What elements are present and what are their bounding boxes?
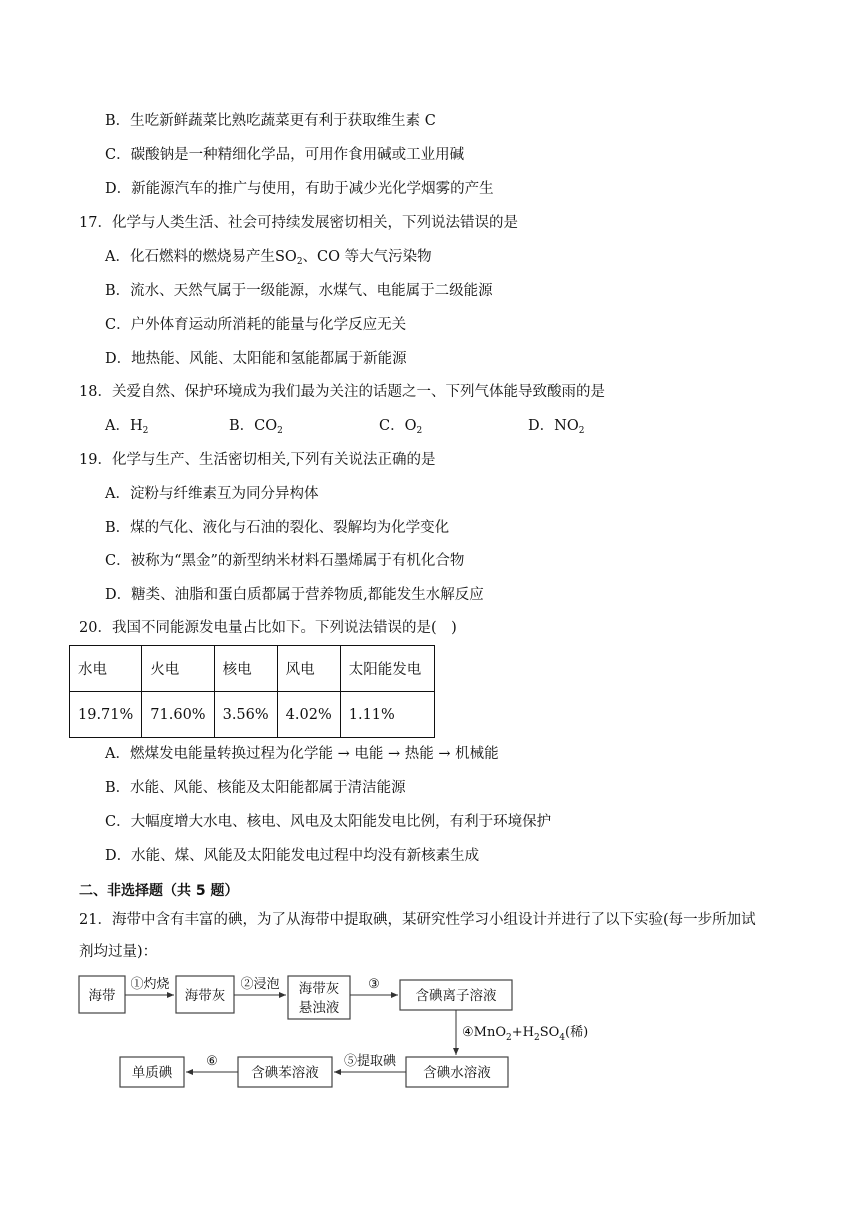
q19-stem: 19．化学与生产、生活密切相关,下列有关说法正确的是 <box>79 452 436 468</box>
flow-box-dianlizi-label: 含碘离子溶液 <box>415 988 497 1004</box>
flow-box-dianben-label: 含碘苯溶液 <box>251 1065 319 1081</box>
q17-option-b: B．流水、天然气属于一级能源，水煤气、电能属于二级能源 <box>105 283 493 299</box>
table-header-cell: 太阳能发电 <box>340 646 434 692</box>
q19-option-c: C．被称为“黑金”的新型纳米材料石墨烯属于有机化合物 <box>105 553 465 569</box>
flow-box-dianshui-label: 含碘水溶液 <box>423 1065 491 1081</box>
q17-option-a: A．化石燃料的燃烧易产生$SO_2$、CO 等大气污染物 <box>105 249 432 267</box>
q21-stem-line1: 21．海带中含有丰富的碘，为了从海带中提取碘，某研究性学习小组设计并进行了以下实验(每一步所加试 <box>79 912 756 928</box>
table-header-cell: 风电 <box>277 646 340 692</box>
q18-stem: 18．关爱自然、保护环境成为我们最为关注的话题之一、下列气体能导致酸雨的是 <box>79 384 605 400</box>
q17-option-c: C．户外体育运动所消耗的能量与化学反应无关 <box>105 317 407 333</box>
table-header-cell: 水电 <box>70 646 142 692</box>
q16-option-d: D．新能源汽车的推广与使用，有助于减少光化学烟雾的产生 <box>105 181 494 197</box>
q20-option-a: A．燃煤发电能量转换过程为化学能 → 电能 → 热能 → 机械能 <box>105 746 499 762</box>
table-header-cell: 核电 <box>214 646 277 692</box>
q17-option-d: D．地热能、风能、太阳能和氢能都属于新能源 <box>105 351 407 367</box>
q21-stem-line2: 剂均过量)： <box>79 944 158 960</box>
q18-option-d: D．$NO_2$ <box>528 418 585 436</box>
q20-option-d: D．水能、煤、风能及太阳能发电过程中均没有新核素生成 <box>105 848 480 864</box>
q19-option-a: A．淀粉与纤维素互为同分异构体 <box>105 486 319 502</box>
q16-option-c: C．碳酸钠是一种精细化学品，可用作食用碱或工业用碱 <box>105 147 465 163</box>
q18-option-a: A．$H_2$ <box>105 418 149 436</box>
table-header-cell: 火电 <box>142 646 214 692</box>
q20-option-b: B．水能、风能、核能及太阳能都属于清洁能源 <box>105 780 406 796</box>
q20-stem: 20．我国不同能源发电量占比如下。下列说法错误的是( ) <box>79 620 457 636</box>
q18-option-c: C．$O_2$ <box>379 418 423 436</box>
q20-option-c: C．大幅度增大水电、核电、风电及太阳能发电比例，有利于环境保护 <box>105 814 552 830</box>
q17-stem: 17．化学与人类生活、社会可持续发展密切相关，下列说法错误的是 <box>79 215 518 231</box>
flow-step-1-label: ①灼烧 <box>130 977 170 992</box>
flow-box-haidaihui-label: 海带灰 <box>184 988 226 1004</box>
q18-option-b: B．$CO_2$ <box>229 418 283 436</box>
flow-step-4-label: $④MnO_2+H_2SO_4$(稀) <box>462 1025 589 1043</box>
flow-step-3-label: ③ <box>368 977 380 992</box>
flow-box-danzhidian-label: 单质碘 <box>131 1065 173 1081</box>
q19-option-b: B．煤的气化、液化与石油的裂化、裂解均为化学变化 <box>105 520 450 536</box>
q19-option-d: D．糖类、油脂和蛋白质都属于营养物质,都能发生水解反应 <box>105 587 484 603</box>
flow-step-6-label: ⑥ <box>206 1054 218 1069</box>
table-cell: 1.11% <box>340 692 434 738</box>
table-cell: 71.60% <box>142 692 214 738</box>
flow-box-haidai-label: 海带 <box>88 988 116 1004</box>
flow-box-xuanzhuoye-label2: 悬浊液 <box>298 1000 340 1016</box>
section-heading: 二、非选择题（共 5 题） <box>79 883 239 899</box>
table-cell: 19.71% <box>70 692 142 738</box>
table-cell: 4.02% <box>277 692 340 738</box>
flow-step-5-label: ⑤提取碘 <box>343 1054 397 1069</box>
flow-box-xuanzhuoye-label1: 海带灰 <box>298 981 340 997</box>
flow-step-2-label: ②浸泡 <box>240 977 280 992</box>
table-cell: 3.56% <box>214 692 277 738</box>
q16-option-b: B．生吃新鲜蔬菜比熟吃蔬菜更有利于获取维生素 C <box>105 113 436 129</box>
